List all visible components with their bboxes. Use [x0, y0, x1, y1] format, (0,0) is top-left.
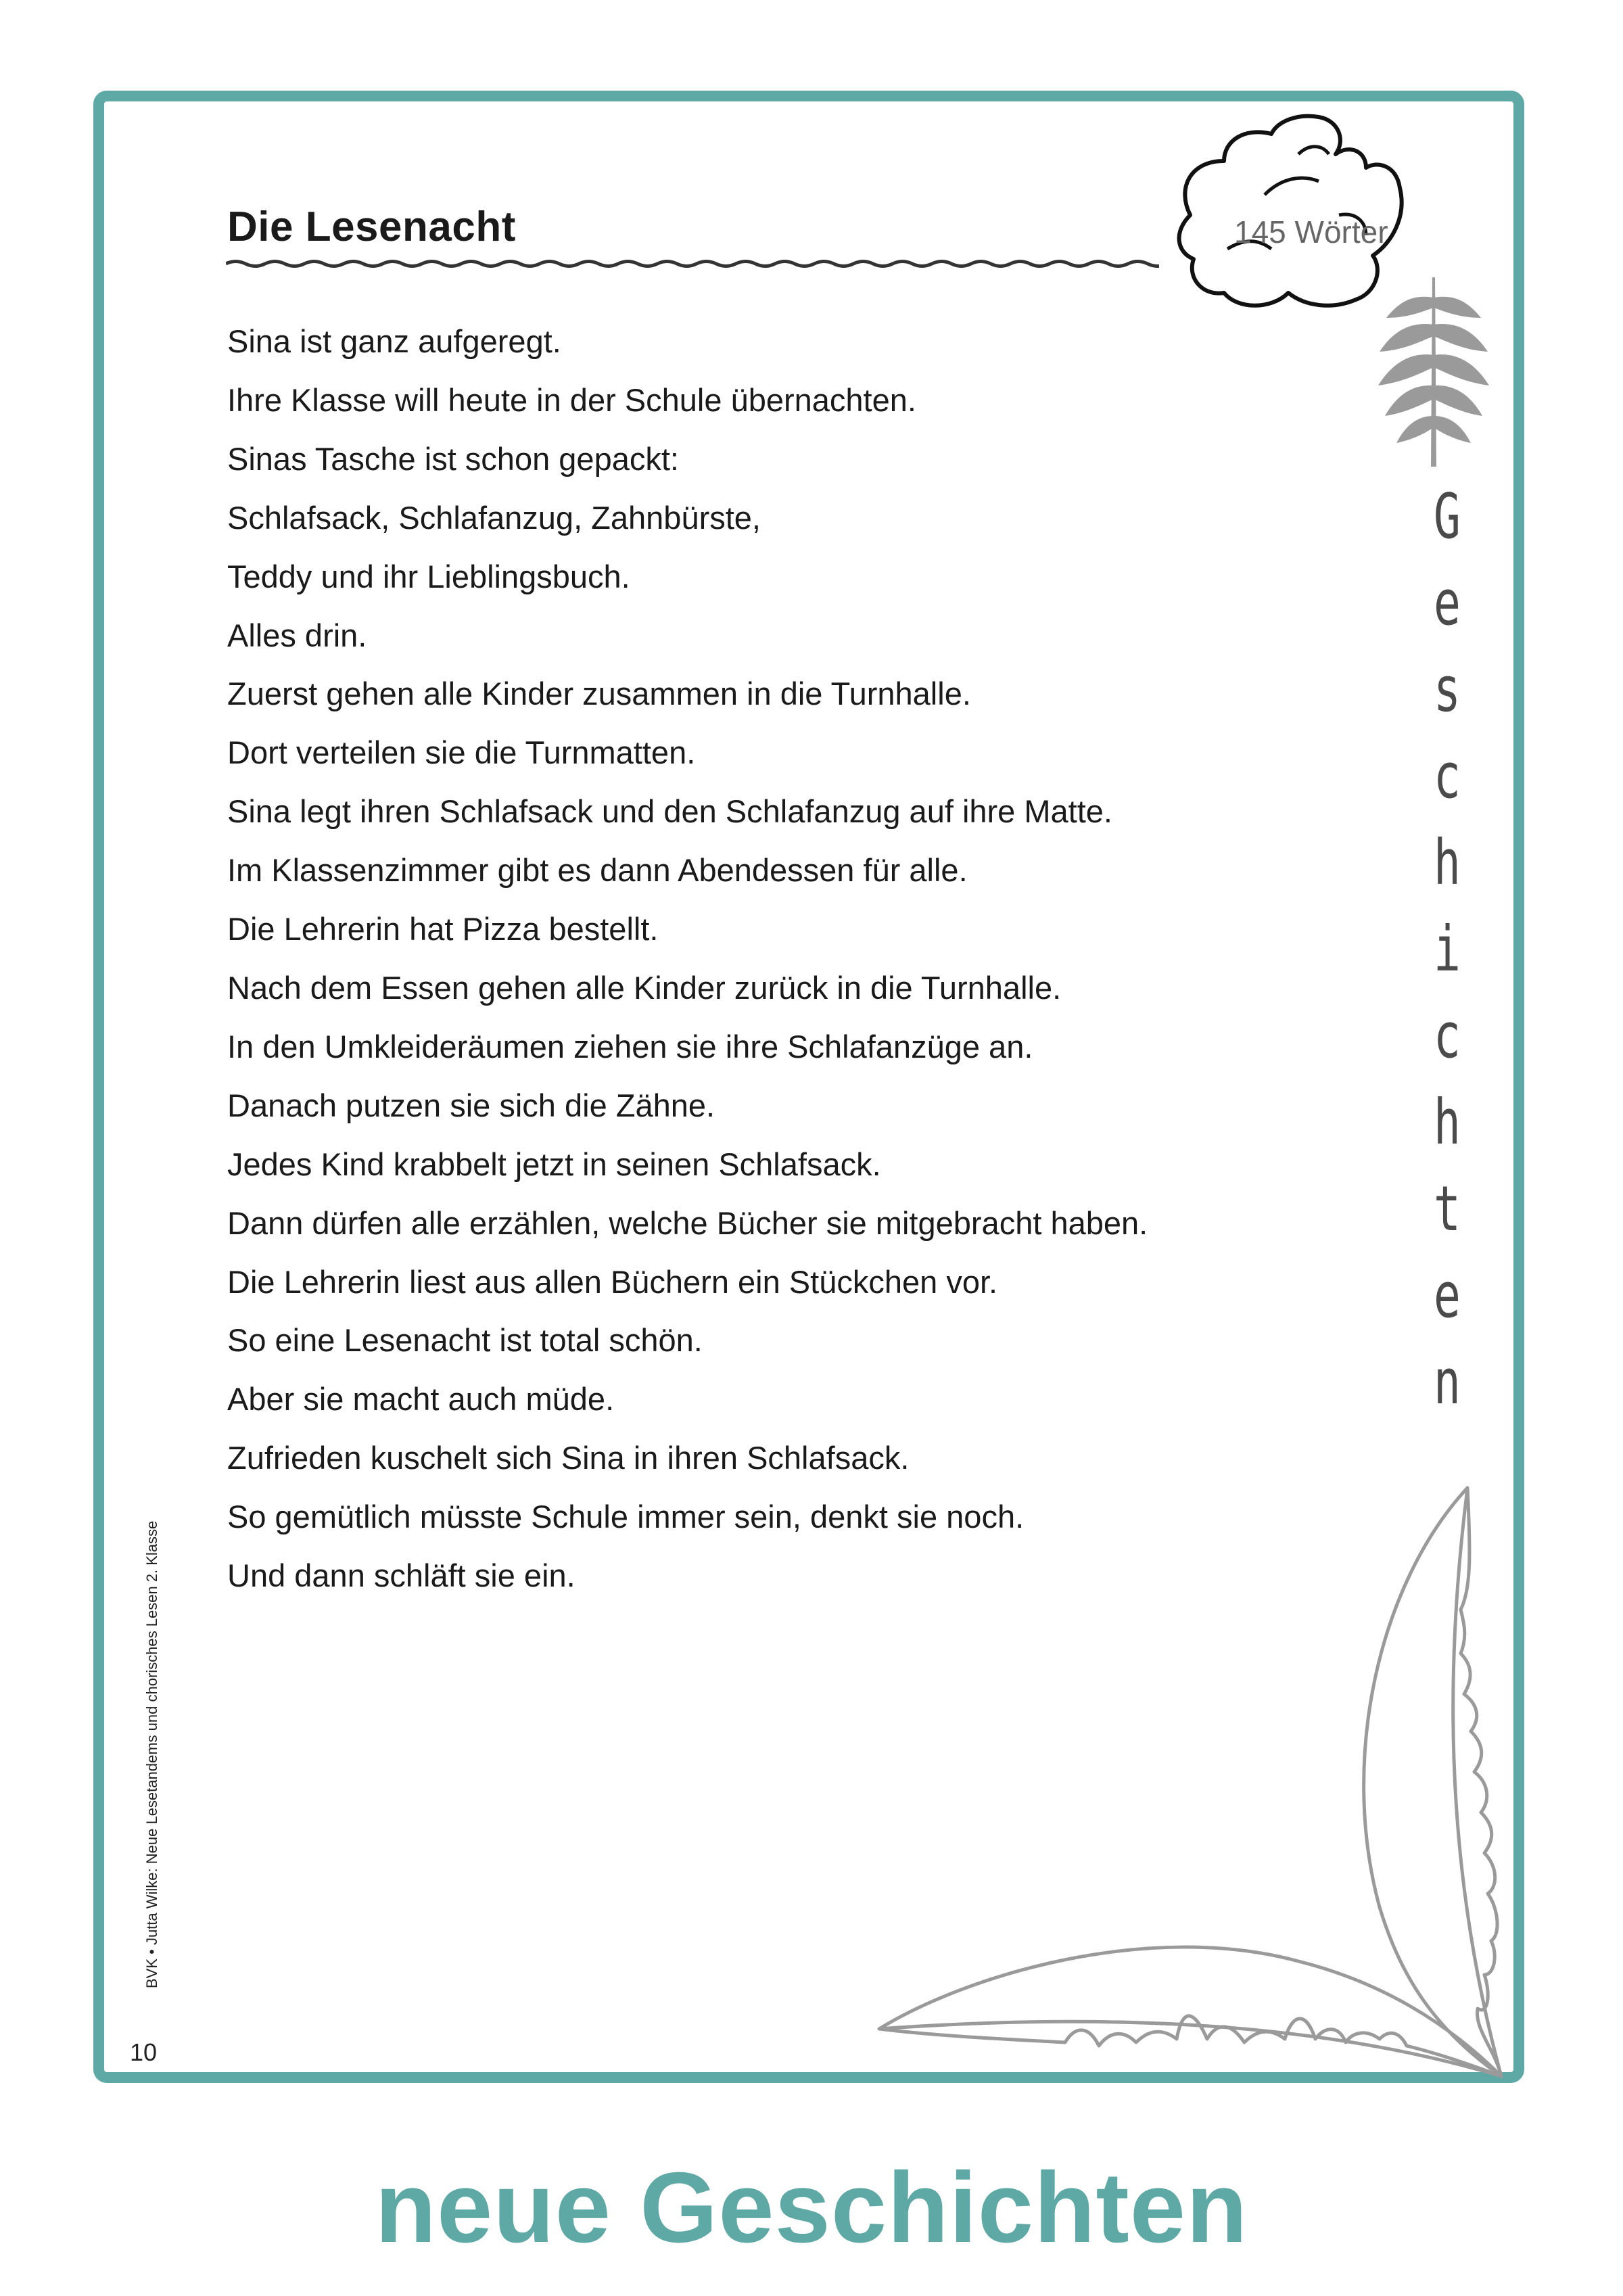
vertical-title-letter: c	[1434, 740, 1461, 812]
vertical-title-letter: t	[1434, 1173, 1461, 1245]
story-line: Teddy und ihr Lieblingsbuch.	[227, 558, 630, 594]
vertical-title-letter: e	[1434, 567, 1461, 639]
story-line: Die Lehrerin liest aus allen Büchern ein Stückchen vor.	[227, 1263, 998, 1300]
vertical-title-letter: s	[1434, 653, 1461, 726]
page-number: 10	[130, 2038, 158, 2066]
story-line: Die Lehrerin hat Pizza bestellt.	[227, 911, 659, 947]
word-count-label: 145 Wörter	[1234, 214, 1388, 250]
story-text	[227, 312, 1148, 1606]
story-line: Dann dürfen alle erzählen, welche Bücher sie mitgebracht haben.	[227, 1204, 1148, 1241]
story-line: Danach putzen sie sich die Zähne.	[227, 1087, 715, 1123]
story-line: Im Klassenzimmer gibt es dann Abendessen für alle.	[227, 852, 968, 889]
vertical-category-title	[1407, 473, 1488, 1426]
vertical-title-letter: h	[1434, 1086, 1461, 1158]
story-line: In den Umkleideräumen ziehen sie ihre Schlafanzüge an.	[227, 1028, 1033, 1064]
vertical-title-letter: e	[1434, 1259, 1461, 1332]
page-title: Die Lesenacht	[227, 204, 516, 250]
story-line: Sinas Tasche ist schon gepackt:	[227, 440, 679, 477]
story-line: Sina legt ihren Schlafsack und den Schlafanzug auf ihre Matte.	[227, 793, 1112, 830]
story-line: Jedes Kind krabbelt jetzt in seinen Schlafsack.	[227, 1146, 881, 1182]
palm-leaf-icon	[866, 1474, 1515, 2083]
story-line: Ihre Klasse will heute in der Schule übernachten.	[227, 381, 916, 418]
story-line: Dort verteilen sie die Turnmatten.	[227, 734, 696, 771]
story-line: So eine Lesenacht ist total schön.	[227, 1322, 703, 1359]
vertical-title-letter: n	[1434, 1346, 1461, 1418]
story-line: Alles drin.	[227, 617, 367, 653]
story-line: Sina ist ganz aufgeregt.	[227, 323, 561, 359]
fern-leaf-icon	[1373, 271, 1495, 473]
story-line: Und dann schläft sie ein.	[227, 1557, 575, 1594]
side-credit: BVK • Jutta Wilke: Neue Lesetandems und chorisches Lesen 2. Klasse	[143, 1520, 160, 1988]
story-line: Aber sie macht auch müde.	[227, 1381, 615, 1418]
story-line: Nach dem Essen gehen alle Kinder zurück in die Turnhalle.	[227, 969, 1062, 1006]
wavy-underline	[226, 256, 1159, 272]
vertical-title-letter: i	[1434, 913, 1461, 985]
story-line: So gemütlich müsste Schule immer sein, denkt sie noch.	[227, 1499, 1025, 1535]
vertical-title-letter: h	[1434, 826, 1461, 899]
vertical-title-letter: c	[1434, 1000, 1461, 1072]
story-line: Schlafsack, Schlafanzug, Zahnbürste,	[227, 499, 761, 536]
story-line: Zuerst gehen alle Kinder zusammen in die Turnhalle.	[227, 676, 971, 712]
series-banner: neue Geschichten	[375, 2152, 1248, 2264]
vertical-title-letter: G	[1434, 480, 1461, 553]
story-line: Zufrieden kuschelt sich Sina in ihren Schlafsack.	[227, 1440, 910, 1476]
